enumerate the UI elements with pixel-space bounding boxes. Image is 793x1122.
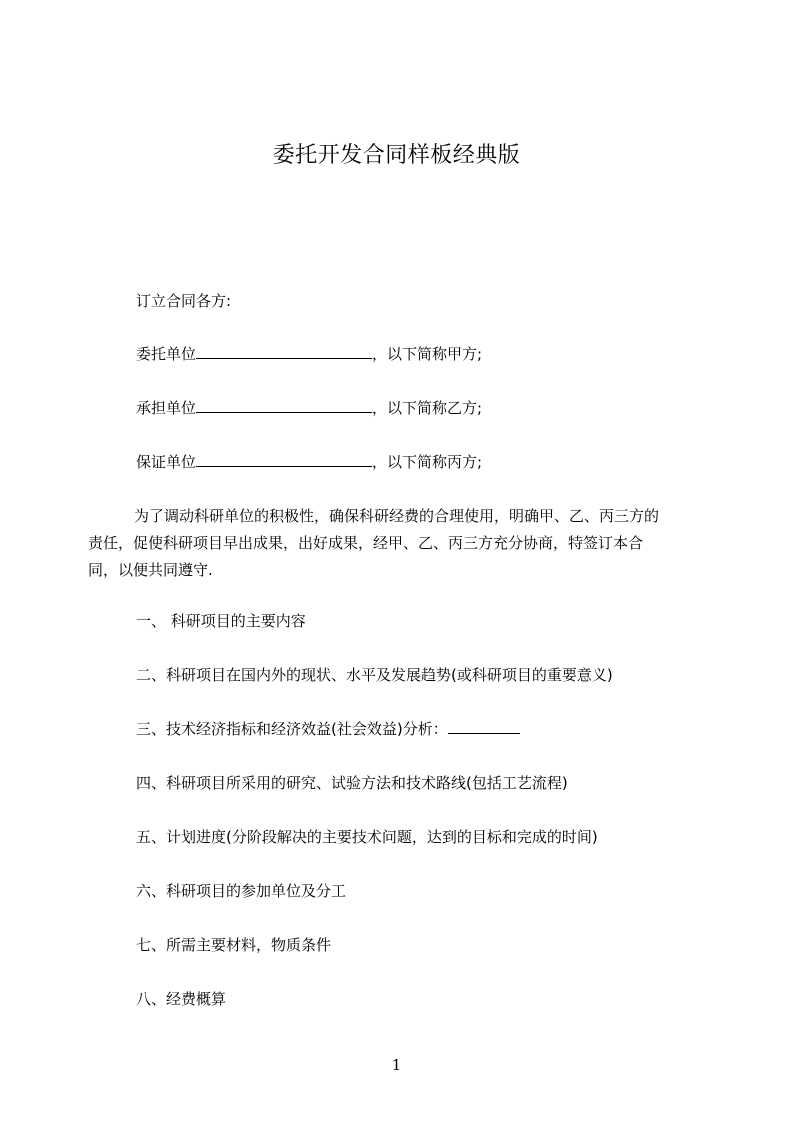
section-heading-3 <box>136 718 520 740</box>
party-client-suffix: ，以下简称甲方; <box>372 345 483 363</box>
party-guarantor-label: 保证单位 <box>136 453 197 471</box>
section-heading-5: 五、计划进度(分阶段解决的主要技术问题，达到的目标和完成的时间) <box>136 828 598 846</box>
party-contractor-blank <box>196 397 372 413</box>
section-heading-8: 八、经费概算 <box>136 990 227 1008</box>
document-title: 委托开发合同样板经典版 <box>272 143 521 168</box>
party-guarantor-line <box>136 451 482 473</box>
intro-line: 订立合同各方: <box>136 292 232 310</box>
party-client-blank <box>196 343 372 359</box>
section-heading-7: 七、所需主要材料，物质条件 <box>136 936 332 954</box>
party-contractor-label: 承担单位 <box>136 399 197 417</box>
section-heading-4: 四、科研项目所采用的研究、试验方法和技术路线(包括工艺流程) <box>136 774 568 792</box>
page-number: 1 <box>391 1056 402 1074</box>
section-heading-6: 六、科研项目的参加单位及分工 <box>136 882 347 900</box>
party-client-line <box>136 343 482 365</box>
party-contractor-line <box>136 397 482 419</box>
preamble-line: 责任，促使科研项目早出成果，出好成果，经甲、乙、丙三方充分协商，特签订本合 <box>88 534 644 552</box>
section-heading-3-text: 三、技术经济指标和经济效益(社会效益)分析： <box>136 720 448 738</box>
section-heading-1: 一、 科研项目的主要内容 <box>136 612 306 630</box>
analysis-blank <box>448 718 520 734</box>
section-heading-2: 二、科研项目在国内外的现状、水平及发展趋势(或科研项目的重要意义) <box>136 666 613 684</box>
preamble-line: 同，以便共同遵守. <box>88 561 213 579</box>
party-contractor-suffix: ，以下简称乙方; <box>372 399 483 417</box>
party-guarantor-blank <box>196 451 372 467</box>
party-guarantor-suffix: ，以下简称丙方; <box>372 453 483 471</box>
party-client-label: 委托单位 <box>136 345 197 363</box>
preamble-line: 为了调动科研单位的积极性，确保科研经费的合理使用，明确甲、乙、丙三方的 <box>134 507 660 525</box>
preamble-paragraph <box>88 503 708 584</box>
